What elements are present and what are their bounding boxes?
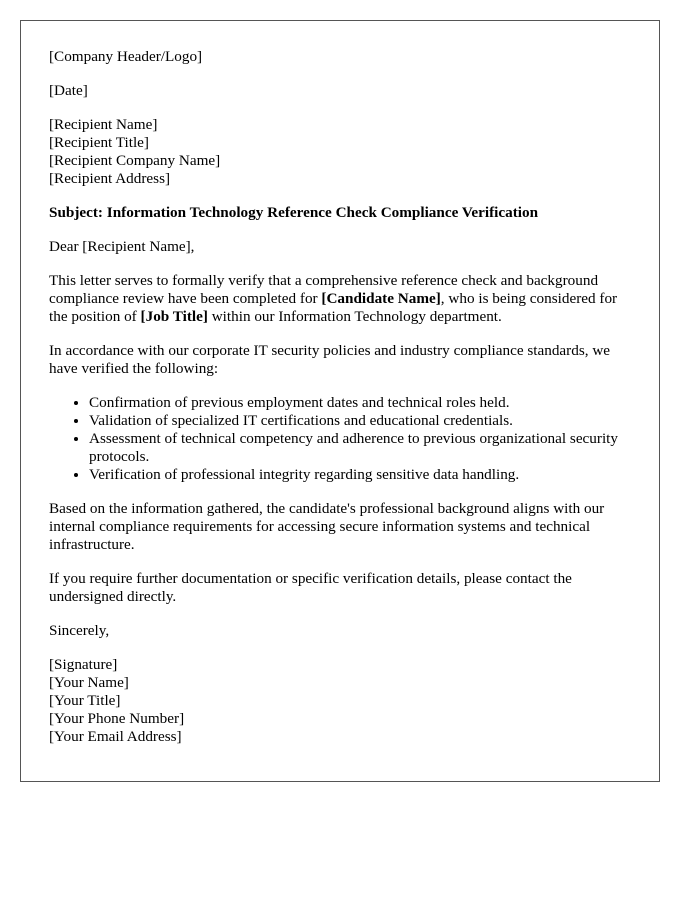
list-item: • Validation of specialized IT certifications and educational credentials. <box>89 412 631 430</box>
paragraph-intro-part2: , who is being considered for the position of <box>49 290 618 325</box>
recipient-title: [Recipient Title] <box>49 134 149 151</box>
sender-block <box>49 656 631 746</box>
recipient-name: [Recipient Name] <box>49 116 158 133</box>
company-header: [Company Header/Logo] <box>49 48 203 65</box>
recipient-address: [Recipient Address] <box>49 170 171 187</box>
letter-page <box>20 20 660 782</box>
candidate-name: [Candidate Name] <box>321 290 441 307</box>
closing: Sincerely, <box>49 622 110 639</box>
paragraph-policies: In accordance with our corporate IT security policies and industry compliance standards, we have verified the following: <box>49 342 611 377</box>
letter-date: [Date] <box>49 82 88 99</box>
job-title: [Job Title] <box>140 308 208 325</box>
recipient-block <box>49 116 631 188</box>
list-item: • Assessment of technical competency and adherence to previous organizational security protocols. <box>89 430 631 466</box>
salutation: Dear [Recipient Name], <box>49 238 195 255</box>
paragraph-intro-part1: This letter serves to formally verify that a comprehensive reference check and background compliance review have been completed for <box>49 272 599 307</box>
sender-title: [Your Title] <box>49 692 121 709</box>
paragraph-conclusion: Based on the information gathered, the candidate's professional background aligns with our internal compliance requirements for accessing secure information systems and technical infrastructure. <box>49 500 605 553</box>
paragraph-intro-part3: within our Information Technology department. <box>207 308 502 325</box>
sender-phone: [Your Phone Number] <box>49 710 185 727</box>
list-item: • Confirmation of previous employment dates and technical roles held. <box>89 394 631 412</box>
sender-name: [Your Name] <box>49 674 129 691</box>
paragraph-intro <box>49 272 631 326</box>
recipient-company: [Recipient Company Name] <box>49 152 221 169</box>
list-item: • Verification of professional integrity regarding sensitive data handling. <box>89 466 631 484</box>
subject-line: Subject: Information Technology Reference Check Compliance Verification <box>49 204 539 221</box>
sender-signature: [Signature] <box>49 656 118 673</box>
sender-email: [Your Email Address] <box>49 728 182 745</box>
verification-list <box>49 394 631 484</box>
paragraph-contact: If you require further documentation or specific verification details, please contact the undersigned directly. <box>49 570 572 605</box>
